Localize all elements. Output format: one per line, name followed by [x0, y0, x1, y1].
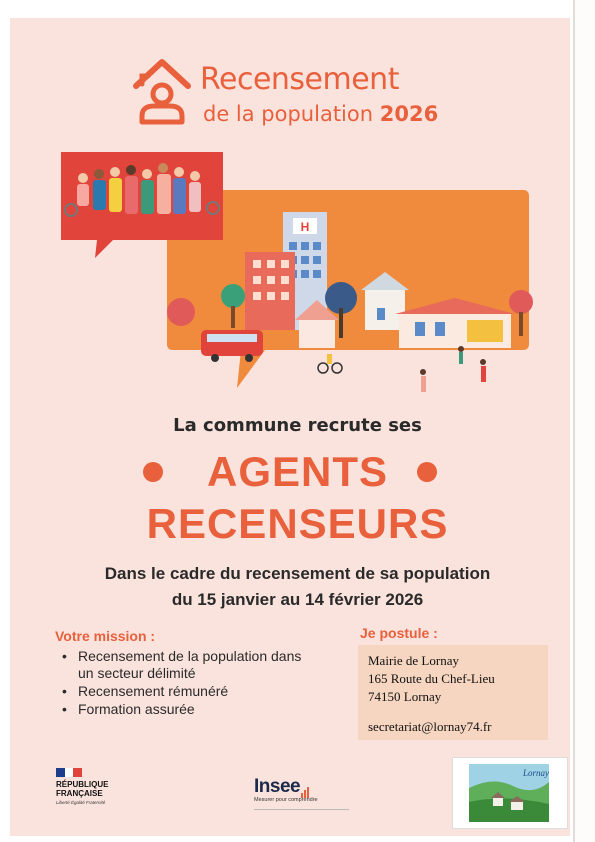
address-box [358, 645, 548, 740]
address-line: 74150 Lornay [368, 689, 442, 704]
insee-name: Insee [254, 776, 301, 797]
headline-recenseurs: RECENSEURS [146, 500, 449, 547]
mission-heading: Votre mission : [55, 628, 156, 644]
poster-subtitle [203, 102, 438, 126]
context-text: Dans le cadre du recensement de sa population [104, 564, 491, 583]
subtitle-text: de la population [203, 102, 374, 126]
rf-line1: RÉPUBLIQUE [56, 780, 109, 789]
poster-title: Recensement [200, 62, 399, 97]
headline-agents: AGENTS [206, 448, 388, 495]
lornay-logo [452, 757, 568, 829]
address-line: 165 Route du Chef-Lieu [368, 671, 495, 686]
intro-text: La commune recrute ses [173, 415, 422, 436]
address-line: Mairie de Lornay [368, 653, 459, 668]
list-item: • Recensement de la population dans un secteur délimité [62, 648, 318, 682]
french-flag-icon [56, 768, 82, 777]
apply-heading: Je postule : [360, 625, 438, 641]
date-range: du 15 janvier au 14 février 2026 [171, 590, 424, 609]
town-illustration [55, 148, 545, 408]
census-house-icon [130, 56, 194, 128]
insee-bars-icon [301, 779, 310, 798]
divider [254, 809, 349, 810]
republique-francaise-logo [56, 768, 146, 806]
list-item: • Recensement rémunéré [62, 683, 318, 700]
mission-list [62, 648, 318, 719]
insee-tagline: Mesurer pour comprendre [254, 797, 318, 803]
bullet-dot-right [417, 462, 437, 482]
lornay-logo-text: Lornay [523, 768, 550, 778]
svg-text:H: H [300, 220, 310, 234]
subtitle-year: 2026 [379, 102, 439, 126]
list-item: • Formation assurée [62, 701, 318, 718]
email-link[interactable]: secretariat@lornay74.fr [368, 719, 492, 734]
rf-line2: FRANÇAISE [56, 789, 103, 798]
insee-logo [254, 776, 354, 810]
rf-motto: Liberté Égalité Fraternité [56, 800, 106, 805]
